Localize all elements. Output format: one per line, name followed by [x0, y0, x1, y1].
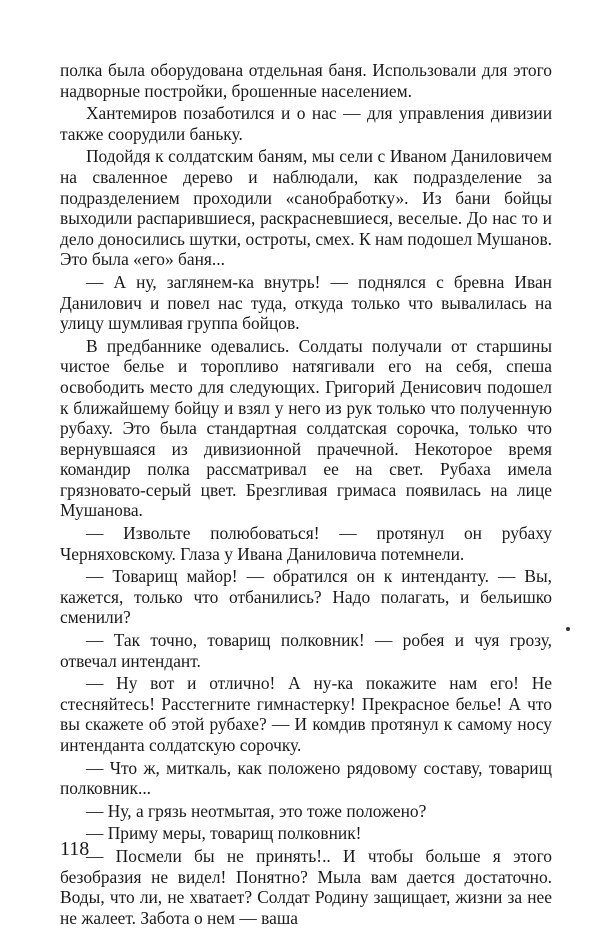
print-speck [566, 627, 570, 631]
dialogue-paragraph: — Извольте полюбоваться! — протянул он рубаху Черняховскому. Глаза у Ивана Даниловича потемнели. [60, 523, 552, 564]
paragraph: Подойдя к солдатским баням, мы сели с Иваном Даниловичем на сваленное дерево и наблюдали, как подразделение за подразделением проходили «санобработку». Из бани бойцы выходили распарившиеся, раскрасневшиеся, веселые. До нас то и дело доносились шутки, остроты, смех. К нам подошел Мушанов. Это была «его» баня... [60, 146, 552, 270]
page-body [60, 60, 552, 930]
dialogue-paragraph: — Ну вот и отлично! А ну-ка покажите нам его! Не стесняйтесь! Расстегните гимнастерку! Прекрасное белье! А что вы скажете об этой рубахе? — И комдив протянул к самому носу интенданта солдатскую сорочку. [60, 673, 552, 755]
dialogue-paragraph: — А ну, заглянем-ка внутрь! — поднялся с бревна Иван Данилович и повел нас туда, откуда только что вывалилась на улицу шумливая группа бойцов. [60, 271, 552, 334]
dialogue-paragraph: — Ну, а грязь неотмытая, это тоже положено? [86, 800, 427, 821]
dialogue-paragraph: — Что ж, миткаль, как положено рядовому составу, товарищ полковник... [60, 757, 552, 799]
paragraph: Хантемиров позаботился и о нас — для управления дивизии также соорудили баньку. [60, 103, 552, 144]
dialogue-paragraph: — Товарищ майор! — обратился он к интенданту. — Вы, кажется, только что отбанились? Надо полагать, и бельишко сменили? [60, 566, 552, 628]
dialogue-paragraph: — Приму меры, товарищ полковник! [86, 823, 362, 844]
paragraph: В предбаннике одевались. Солдаты получали от старшины чистое белье и торопливо натягивали его на себя, спеша освободить место для следующих. Григорий Денисович подошел к ближайшему бойцу и взял у него из рук только что полученную рубаху. Это была стандартная солдатская сорочка, только что вернувшаяся из дивизионной прачечной. Некоторое время командир полка рассматривал ее на свет. Рубаха имела грязновато-серый цвет. Брезгливая гримаса появилась на лице Мушанова. [60, 335, 552, 521]
paragraph-continuation: полка была оборудована отдельная баня. Использовали для этого надворные постройки, брошенные населением. [60, 60, 552, 101]
page-number: 118 [60, 838, 90, 860]
dialogue-paragraph: — Посмели бы не принять!.. И чтобы больше я этого безобразия не видел! Понятно? Мыла вам дается достаточно. Воды, что ли, не хватает? Солдат Родину защищает, жизни за нее не жалеет. Забота о нем — ваша [60, 845, 552, 928]
dialogue-paragraph: — Так точно, товарищ полковник! — робея и чуя грозу, отвечал интендант. [60, 630, 552, 671]
